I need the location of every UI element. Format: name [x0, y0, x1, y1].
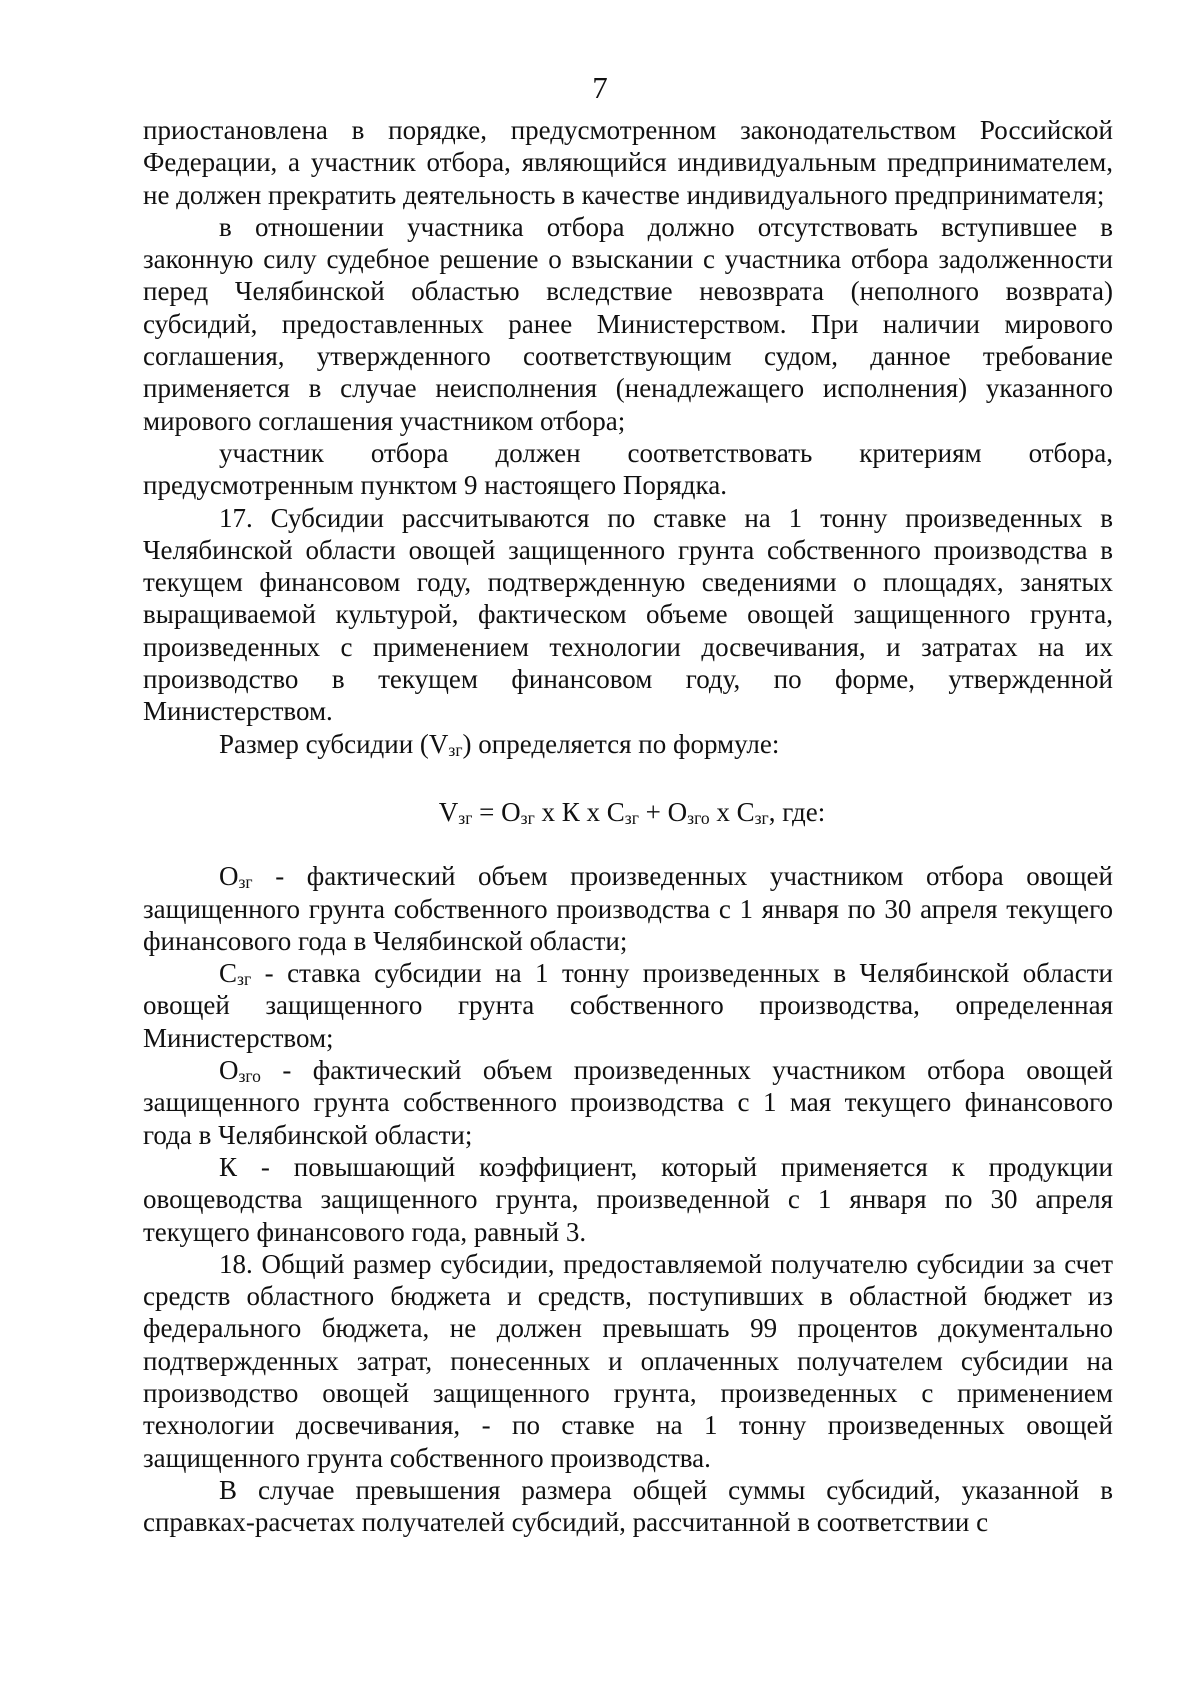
definition-ozg: $О_{зг}$ - фактический объем произведенных участником отбора овощей защищенного грунта собственного производства с 1 января по 30 апреля текущего финансового года в Челябинской области; — [143, 861, 1113, 956]
definition-ozgo: $О_{зго}$ - фактический объем произведенных участником отбора овощей защищенного грунта собственного производства с 1 мая текущего финансового года в Челябинской области; — [143, 1055, 1113, 1150]
page-number: 7 — [592, 70, 608, 105]
definition-czg: $С_{зг}$ - ставка субсидии на 1 тонну произведенных в Челябинской области овощей защищенного грунта собственного производства, определенная Министерством; — [143, 958, 1113, 1053]
paragraph-excess: В случае превышения размера общей суммы субсидий, указанной в справках-расчетах получателей субсидий, рассчитанной в соответствии с — [143, 1474, 1113, 1538]
subsidy-formula: $V_{зг} = О_{зг}$ х К х $С_{зг} + О_{зго}$ х $С_{зг}$, где: — [438, 796, 826, 828]
paragraph-suspension: приостановлена в порядке, предусмотренном законодательством Российской Федерации, а участник отбора, являющийся индивидуальным предпринимателем, не должен прекратить деятельность в качестве индивидуального предпринимателя; — [143, 115, 1113, 210]
paragraph-18: 18. Общий размер субсидии, предоставляемой получателю субсидии за счет средств областного бюджета и средств, поступивших в областной бюджет из федерального бюджета, не должен превышать 99 процентов документально подтвержденных затрат, понесенных и оплаченных получателем субсидии на производство овощей защищенного грунта, произведенных с применением технологии досвечивания, - по ставке на 1 тонну произведенных овощей защищенного грунта собственного производства. — [143, 1248, 1113, 1473]
paragraph-17: 17. Субсидии рассчитываются по ставке на 1 тонну произведенных в Челябинской области овощей защищенного грунта собственного производства в текущем финансовом году, подтвержденную сведениями о площадях, занятых выращиваемой культурой, фактическом объеме овощей защищенного грунта, произведенных с применением технологии досвечивания, и затратах на их производство в текущем финансовом году, по форме, утвержденной Министерством. — [143, 502, 1113, 727]
paragraph-criteria: участник отбора должен соответствовать критериям отбора, предусмотренным пунктом 9 настоящего Порядка. — [143, 437, 1113, 501]
document-body — [143, 114, 1113, 1538]
paragraph-subsidy-size: Размер субсидии $(V_{зг})$ определяется по формуле: — [219, 728, 780, 760]
paragraph-court-decision: в отношении участника отбора должно отсутствовать вступившее в законную силу судебное решение о взыскании с участника отбора задолженности перед Челябинской областью вследствие невозврата (неполного возврата) субсидий, предоставленных ранее Министерством. При наличии мирового соглашения, утвержденного соответствующим судом, данное требование применяется в случае неисполнения (ненадлежащего исполнения) указанного мирового соглашения участником отбора; — [143, 211, 1113, 436]
definition-k: К - повышающий коэффициент, который применяется к продукции овощеводства защищенного грунта, произведенной с 1 января по 30 апреля текущего финансового года, равный 3. — [143, 1151, 1113, 1247]
